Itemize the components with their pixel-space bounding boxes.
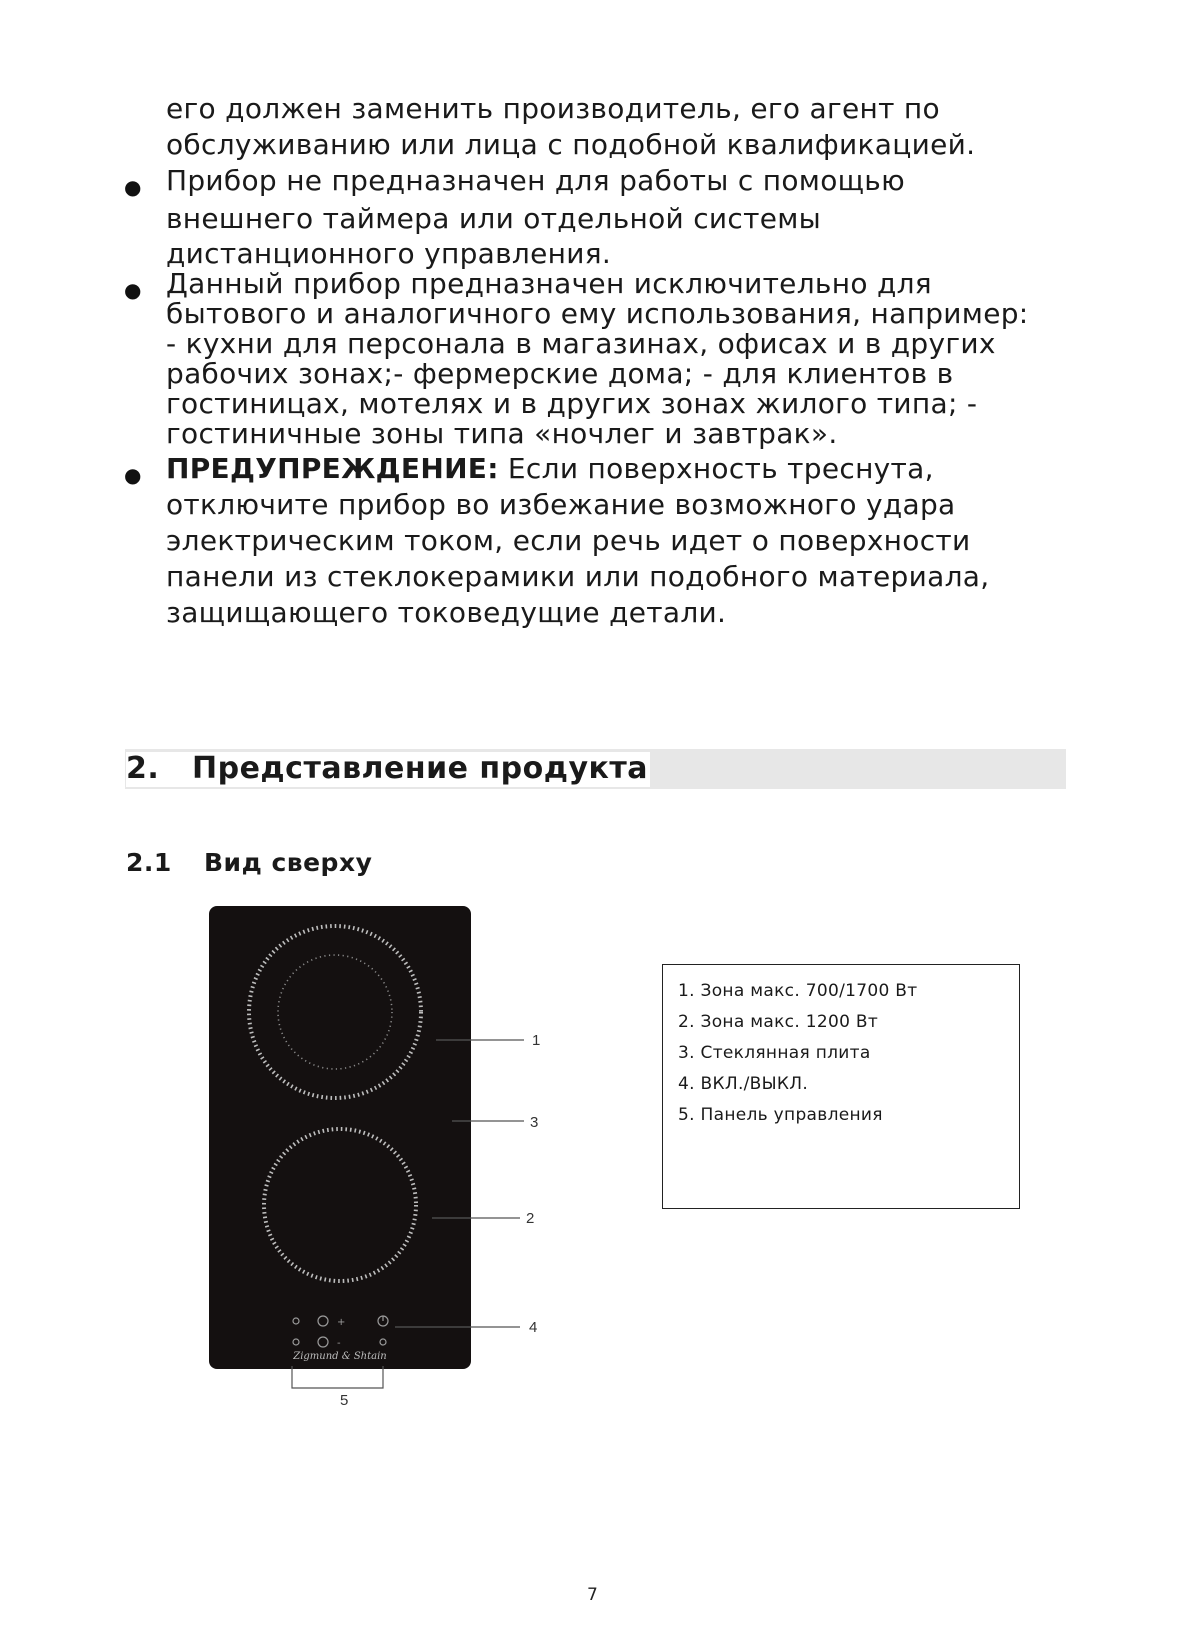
callout-label-2: 2 xyxy=(526,1210,535,1227)
legend-item: 3. Стеклянная плита xyxy=(678,1043,871,1063)
text-line: защищающего токоведущие детали. xyxy=(166,596,727,629)
legend-item: 1. Зона макс. 700/1700 Вт xyxy=(678,981,918,1001)
text-line: рабочих зонах;- фермерские дома; - для клиентов в xyxy=(166,357,954,390)
text-line: обслуживанию или лица с подобной квалификацией. xyxy=(166,128,976,161)
subsection-number: 2.1 xyxy=(126,848,172,877)
legend-item: 5. Панель управления xyxy=(678,1105,883,1125)
callout-bracket-5 xyxy=(292,1366,383,1388)
bullet-marker: ● xyxy=(124,175,142,199)
text-line: гостиничные зоны типа «ночлег и завтрак». xyxy=(166,417,838,450)
text-line: внешнего таймера или отдельной системы xyxy=(166,202,822,235)
bullet-marker: ● xyxy=(124,278,142,302)
text-line: Прибор не предназначен для работы с помощью xyxy=(166,164,905,197)
warning-label: ПРЕДУПРЕЖДЕНИЕ: xyxy=(166,452,499,485)
legend-item: 2. Зона макс. 1200 Вт xyxy=(678,1012,879,1032)
brand-logo: Zigmund & Shtain xyxy=(293,1351,387,1362)
text-line: его должен заменить производитель, его агент по xyxy=(166,92,940,125)
legend-box xyxy=(662,964,1020,1209)
text-line: дистанционного управления. xyxy=(166,237,612,270)
legend-item: 4. ВКЛ./ВЫКЛ. xyxy=(678,1074,809,1094)
text-line: Данный прибор предназначен исключительно для xyxy=(166,267,932,300)
page-number: 7 xyxy=(587,1585,598,1605)
callout-label-4: 4 xyxy=(529,1319,538,1336)
bullet-marker: ● xyxy=(124,463,142,487)
text-line: гостиницах, мотелях и в других зонах жилого типа; - xyxy=(166,387,978,420)
minus-symbol: - xyxy=(337,1338,341,1349)
callout-label-3: 3 xyxy=(530,1114,539,1131)
warning-text: Если поверхность треснута, xyxy=(498,452,934,485)
section-title: Представление продукта xyxy=(192,751,649,786)
plus-symbol: + xyxy=(337,1317,346,1328)
text-line: панели из стеклокерамики или подобного материала, xyxy=(166,560,990,593)
text-line: - кухни для персонала в магазинах, офисах и в других xyxy=(166,327,996,360)
callout-label-1: 1 xyxy=(532,1032,541,1049)
text-line: отключите прибор во избежание возможного удара xyxy=(166,488,956,521)
glass-panel xyxy=(209,906,471,1369)
text-line: бытового и аналогичного ему использования, например: xyxy=(166,297,1029,330)
text-line: электрическим током, если речь идет о поверхности xyxy=(166,524,971,557)
callout-label-5: 5 xyxy=(340,1392,349,1409)
section-number: 2. xyxy=(126,751,160,786)
subsection-title: Вид сверху xyxy=(204,848,373,877)
